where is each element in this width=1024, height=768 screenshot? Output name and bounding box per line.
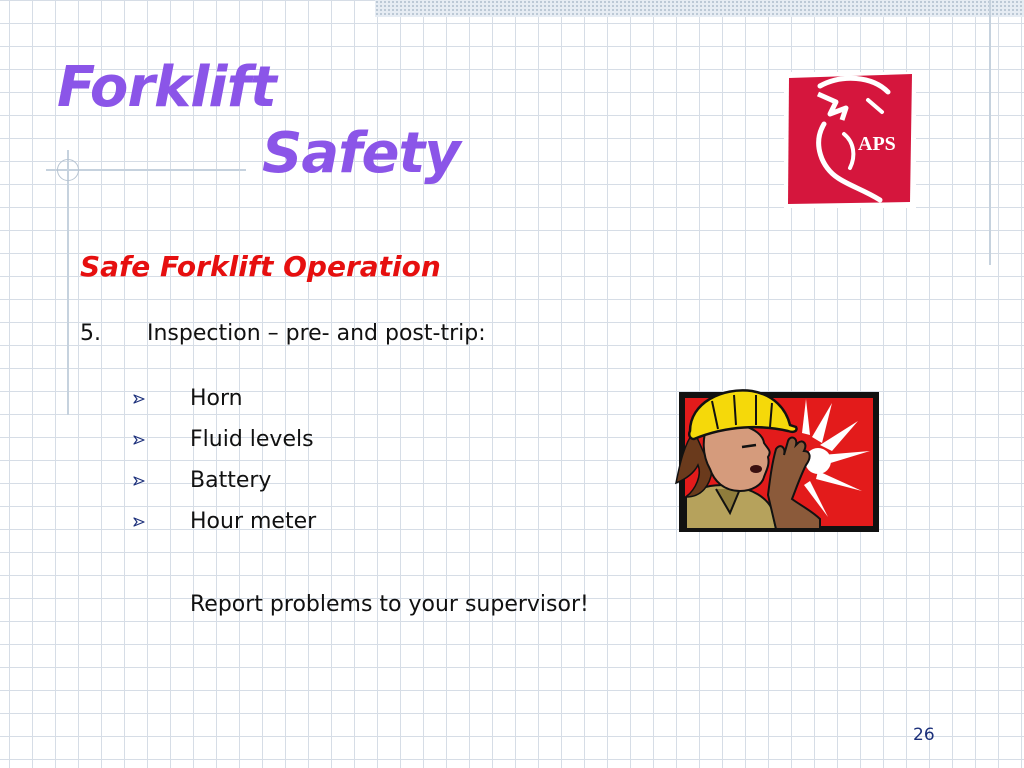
title-line-1: Forklift: [57, 55, 276, 120]
checklist-item-label: Fluid levels: [190, 427, 314, 452]
arrowhead-bullet-icon: [133, 434, 145, 446]
arrowhead-bullet-icon: [133, 516, 145, 528]
arrowhead-bullet-icon: [133, 393, 145, 405]
top-decorative-band: [375, 0, 1024, 17]
page-number: 26: [913, 725, 935, 745]
checklist-item-label: Horn: [190, 386, 243, 411]
checklist-item-label: Hour meter: [190, 509, 317, 534]
aps-logo-text: APS: [858, 133, 896, 155]
shouting-worker-hard-hat-icon: [672, 385, 882, 535]
arrowhead-bullet-icon: [133, 475, 145, 487]
crosshair-ornament: [57, 159, 79, 181]
step-text: Inspection – pre- and post-trip:: [147, 321, 486, 346]
right-rule-vertical: [989, 0, 991, 265]
section-subtitle: Safe Forklift Operation: [80, 250, 441, 283]
title-line-2: Safety: [262, 121, 460, 186]
report-note: Report problems to your supervisor!: [190, 592, 589, 617]
aps-logo: [784, 72, 916, 208]
left-rule-vertical: [67, 150, 69, 415]
checklist-item-label: Battery: [190, 468, 272, 493]
step-number: 5.: [80, 321, 101, 346]
